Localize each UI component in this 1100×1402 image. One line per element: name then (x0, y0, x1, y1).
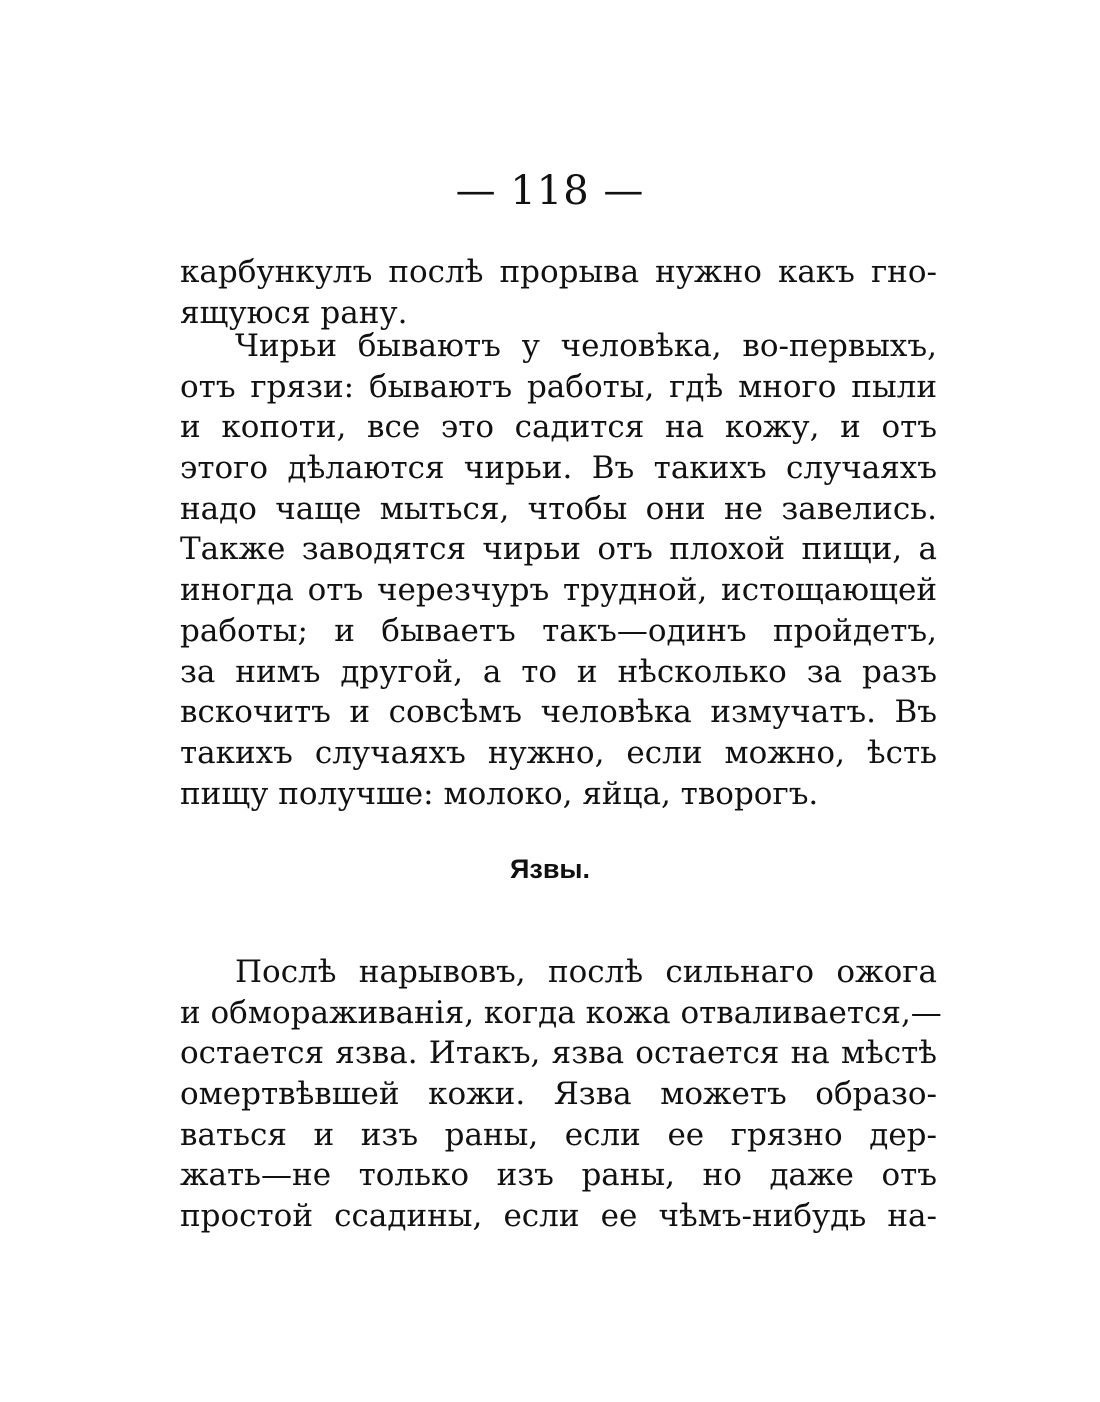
text-line: такихъ случаяхъ нужно, если можно, ѣсть (180, 734, 937, 771)
page-number: — 118 — (455, 168, 645, 214)
text-line: Также заводятся чирьи отъ плохой пищи, а (180, 531, 937, 568)
text-line: омертвѣвшей кожи. Язва можетъ образо- (180, 1076, 937, 1113)
text-line: Послѣ нарывовъ, послѣ сильнаго ожога (235, 954, 937, 990)
paragraph-continuation (180, 252, 937, 333)
text-line: карбункулъ послѣ прорыва нужно какъ гно- (180, 254, 937, 290)
text-line: и обмораживанія, когда кожа отваливается,— (180, 994, 942, 1031)
text-line: и копоти, все это садится на кожу, и отъ (180, 409, 937, 446)
text-line: ваться и изъ раны, если ее грязно дер- (180, 1116, 937, 1153)
text-line: иногда отъ черезчуръ трудной, истощающей (180, 572, 937, 609)
paragraph-ulcers (180, 952, 942, 1237)
text-line: ящуюся рану. (180, 294, 408, 331)
text-line: надо чаще мыться, чтобы они не завелись. (180, 490, 937, 527)
text-line: Чирьи бываютъ у человѣка, во-первыхъ, (235, 328, 937, 364)
text-line: вскочитъ и совсѣмъ человѣка измучатъ. Въ (180, 694, 937, 731)
text-line: пищу получше: молоко, яйца, творогъ. (180, 775, 819, 812)
text-line: жать—не только изъ раны, но даже отъ (180, 1157, 937, 1194)
section-heading: Язвы. (510, 854, 590, 884)
text-line: работы; и бываетъ такъ—одинъ пройдетъ, (180, 612, 937, 649)
text-line: за нимъ другой, а то и нѣсколько за разъ (180, 653, 937, 690)
text-line: остается язва. Итакъ, язва остается на мѣстѣ (180, 1035, 937, 1072)
text-line: простой ссадины, если ее чѣмъ-нибудь на- (180, 1198, 937, 1235)
paragraph-boils (180, 326, 937, 814)
text-line: отъ грязи: бываютъ работы, гдѣ много пыли (180, 368, 937, 405)
text-line: этого дѣлаются чирьи. Въ такихъ случаяхъ (180, 450, 937, 487)
